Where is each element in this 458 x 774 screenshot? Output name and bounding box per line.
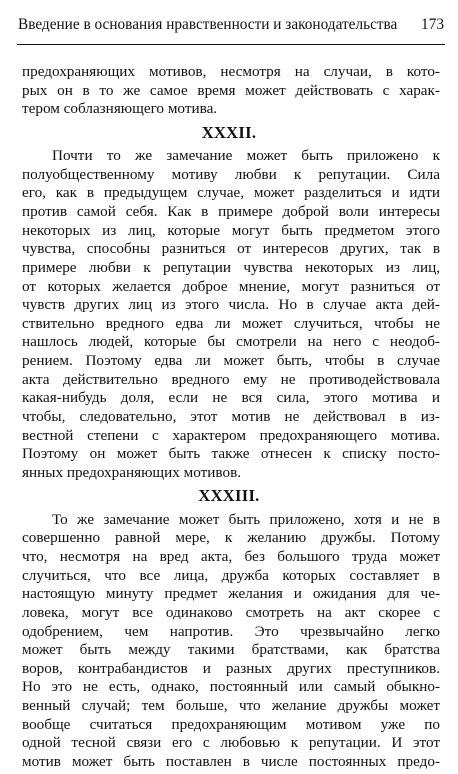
text-line: рением. Поэтому едва ли может быть, чтобы в случае <box>22 352 440 370</box>
section-heading: XXXIII. <box>198 486 260 506</box>
text-line: его, как в предыдущем случае, может разделиться и идти <box>22 184 440 202</box>
text-line: одобрением, чем напротив. Это чрезвычайно легко <box>22 622 440 640</box>
text-line: вестной степени с характером предохраняющего мотива. <box>22 426 440 444</box>
text-line: одной тесной связи его с любовью к репутации. И этот <box>22 734 440 752</box>
text-line: ловека, могут все одинаково смотреть на акт скорее с <box>22 603 440 621</box>
text-line: настоящую минуту предмет желания и ожидания для че- <box>22 585 440 603</box>
text-line: против самой себя. Как в примере доброй воли интересы <box>22 202 440 220</box>
text-line: воров, контрабандистов и разных других преступников. <box>22 659 440 677</box>
text-line: чувства, способны разниться от интересов других, так в <box>22 240 440 258</box>
text-line: мотив может быть поставлен в числе постоянных предо- <box>22 753 440 770</box>
text-line: примере любви к репутации чувства некоторых из лиц, <box>22 258 440 276</box>
text-line: То же замечание может быть приложено, хотя и не в <box>52 510 440 528</box>
text-line: рых он в то же самое время может действовать с харак- <box>22 81 440 99</box>
text-line: нашлось людей, которые бы смотрели на него с неодоб- <box>22 333 440 351</box>
text-line: акта действительно вредного ему не противодействовала <box>22 370 440 388</box>
text-line: может быть между такими братствами, как братства <box>22 641 440 659</box>
text-line: совершенно равной мере, к желанию дружбы. Потому <box>22 529 440 547</box>
running-title: Введение в основания нравственности и законодательства <box>18 16 398 33</box>
text-line: полуобщественному мотиву любви к репутации. Сила <box>22 165 440 183</box>
text-line: что, несмотря на вред акта, без большого труда может <box>22 547 440 565</box>
text-line: Почти то же замечание может быть приложено к <box>52 146 440 164</box>
section-heading: XXXII. <box>201 122 257 142</box>
page-number: 173 <box>421 16 444 33</box>
text-line: тером соблазняющего мотива. <box>22 100 218 118</box>
text-line: от которых желается доброе мнение, могут разниться от <box>22 277 440 295</box>
text-line: Поэтому он может быть также отнесен к списку посто- <box>22 445 440 463</box>
text-line: чтобы, следовательно, этот мотив не действовал в из- <box>22 408 440 425</box>
running-head <box>18 16 444 38</box>
header-rule <box>17 44 445 45</box>
text-line: венный случай; тем больше, что желание дружбы может <box>22 697 440 715</box>
text-line: янных предохраняющих мотивов. <box>22 463 242 481</box>
text-line: ствительно вредного едва ли может случиться, чтобы не <box>22 314 440 332</box>
text-line: предохраняющих мотивов, несмотря на случаи, в кото- <box>22 63 440 80</box>
text-line: чувств других лиц из этого числа. Но в случае акта дей- <box>22 296 440 314</box>
text-line: вообще считаться предохраняющим мотивом уже по <box>22 715 440 733</box>
text-line: случиться, что все лица, дружба которых составляет в <box>22 566 440 584</box>
text-line: какая-нибудь доля, если не вся сила, этого мотива и <box>22 389 440 407</box>
text-line: Но это не есть, однако, постоянный или самый обыкно- <box>22 678 440 696</box>
text-line: некоторых из лиц, которые могут быть предметом этого <box>22 221 440 239</box>
